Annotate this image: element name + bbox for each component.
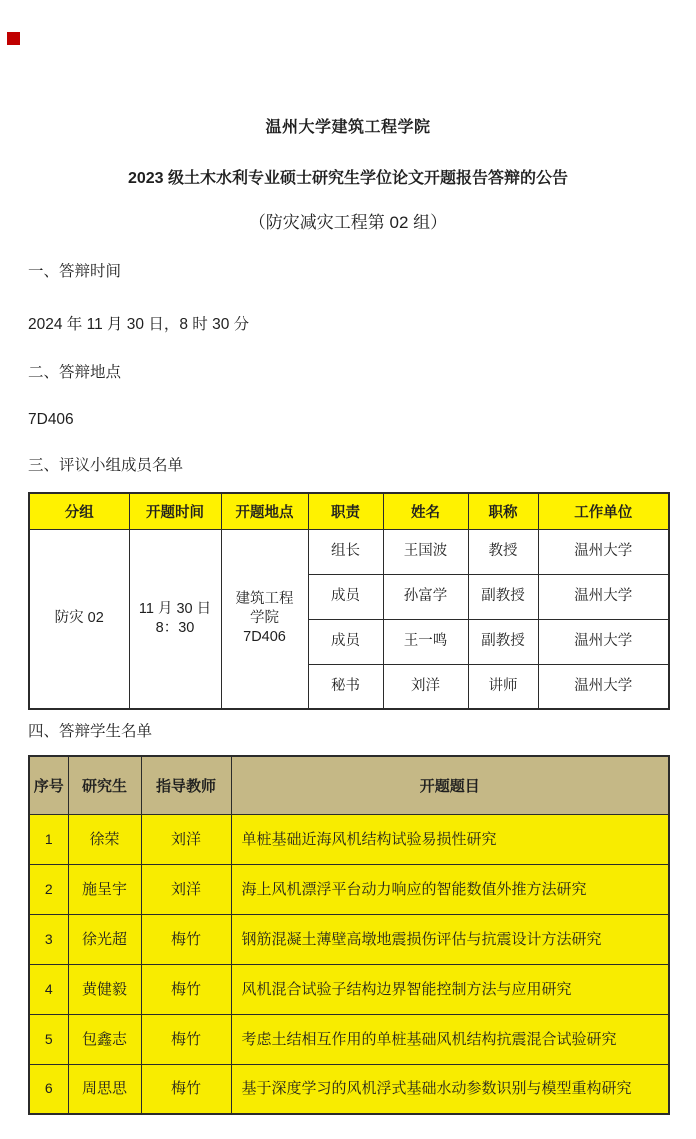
announcement-title: 2023 级土木水利专业硕士研究生学位论文开题报告答辩的公告 [127, 170, 569, 187]
section-3-heading: 三、评议小组成员名单 [28, 457, 184, 474]
member-title-cell: 讲师 [468, 664, 538, 709]
committee-header-location: 开题地点 [221, 493, 308, 529]
committee-header-affiliation: 工作单位 [538, 493, 669, 529]
committee-header-row [29, 493, 669, 529]
student-advisor-cell: 梅竹 [141, 964, 231, 1014]
student-advisor-cell: 梅竹 [141, 1014, 231, 1064]
student-topic-cell: 基于深度学习的风机浮式基础水动参数识别与模型重构研究 [231, 1064, 669, 1114]
member-affiliation-cell: 温州大学 [538, 574, 669, 619]
member-name-cell: 刘洋 [383, 664, 468, 709]
location-line-3: 7D406 [243, 629, 286, 646]
member-role-cell: 秘书 [308, 664, 383, 709]
students-table [28, 755, 670, 1115]
member-title-cell: 副教授 [468, 574, 538, 619]
student-no-cell: 5 [29, 1014, 68, 1064]
committee-header-title: 职称 [468, 493, 538, 529]
student-no-cell: 4 [29, 964, 68, 1014]
student-topic-cell: 考虑土结相互作用的单桩基础风机结构抗震混合试验研究 [231, 1014, 669, 1064]
section-1-heading: 一、答辩时间 [28, 263, 122, 280]
students-header-advisor: 指导教师 [141, 756, 231, 814]
student-advisor-cell: 刘洋 [141, 864, 231, 914]
student-name-cell: 黄健毅 [68, 964, 141, 1014]
member-affiliation-cell: 温州大学 [538, 529, 669, 574]
location-line-2: 学院 [250, 610, 279, 627]
student-row-2 [29, 864, 669, 914]
student-advisor-cell: 梅竹 [141, 1064, 231, 1114]
student-topic-cell: 钢筋混凝土薄壁高墩地震损伤评估与抗震设计方法研究 [231, 914, 669, 964]
students-header-no: 序号 [29, 756, 68, 814]
student-row-6 [29, 1064, 669, 1114]
school-title: 温州大学建筑工程学院 [265, 119, 431, 136]
student-no-cell: 3 [29, 914, 68, 964]
member-title-cell: 副教授 [468, 619, 538, 664]
committee-header-time: 开题时间 [129, 493, 221, 529]
time-cell [129, 529, 221, 709]
student-row-3 [29, 914, 669, 964]
member-role-cell: 成员 [308, 574, 383, 619]
committee-header-role: 职责 [308, 493, 383, 529]
defense-time-value: 2024 年 11 月 30 日，8 时 30 分 [28, 316, 250, 333]
student-name-cell: 徐光超 [68, 914, 141, 964]
member-name-cell: 孙富学 [383, 574, 468, 619]
students-header-topic: 开题题目 [231, 756, 669, 814]
students-header-student: 研究生 [68, 756, 141, 814]
student-topic-cell: 海上风机漂浮平台动力响应的智能数值外推方法研究 [231, 864, 669, 914]
member-role-cell: 组长 [308, 529, 383, 574]
student-topic-cell: 单桩基础近海风机结构试验易损性研究 [231, 814, 669, 864]
committee-header-group: 分组 [29, 493, 129, 529]
time-line-2: 8：30 [155, 619, 195, 636]
location-line-1: 建筑工程 [235, 591, 294, 608]
committee-row-1 [29, 529, 669, 574]
member-affiliation-cell: 温州大学 [538, 619, 669, 664]
member-role-cell: 成员 [308, 619, 383, 664]
student-name-cell: 施呈宇 [68, 864, 141, 914]
student-row-4 [29, 964, 669, 1014]
student-no-cell: 1 [29, 814, 68, 864]
student-no-cell: 2 [29, 864, 68, 914]
location-cell [221, 529, 308, 709]
defense-location-value: 7D406 [28, 411, 74, 428]
time-line-1: 11 月 30 日 [138, 600, 212, 617]
member-affiliation-cell: 温州大学 [538, 664, 669, 709]
student-row-5 [29, 1014, 669, 1064]
member-name-cell: 王国波 [383, 529, 468, 574]
group-cell: 防灾 02 [29, 529, 129, 709]
section-2-heading: 二、答辩地点 [28, 364, 122, 381]
committee-table [28, 492, 670, 710]
student-name-cell: 徐荣 [68, 814, 141, 864]
student-name-cell: 包鑫志 [68, 1014, 141, 1064]
student-no-cell: 6 [29, 1064, 68, 1114]
student-advisor-cell: 刘洋 [141, 814, 231, 864]
section-4-heading: 四、答辩学生名单 [28, 723, 153, 740]
group-subtitle: （防灾减灾工程第 02 组） [248, 213, 448, 232]
member-name-cell: 王一鸣 [383, 619, 468, 664]
red-marker-square [7, 32, 20, 45]
student-topic-cell: 风机混合试验子结构边界智能控制方法与应用研究 [231, 964, 669, 1014]
member-title-cell: 教授 [468, 529, 538, 574]
students-header-row [29, 756, 669, 814]
student-row-1 [29, 814, 669, 864]
student-name-cell: 周思思 [68, 1064, 141, 1114]
committee-header-name: 姓名 [383, 493, 468, 529]
student-advisor-cell: 梅竹 [141, 914, 231, 964]
